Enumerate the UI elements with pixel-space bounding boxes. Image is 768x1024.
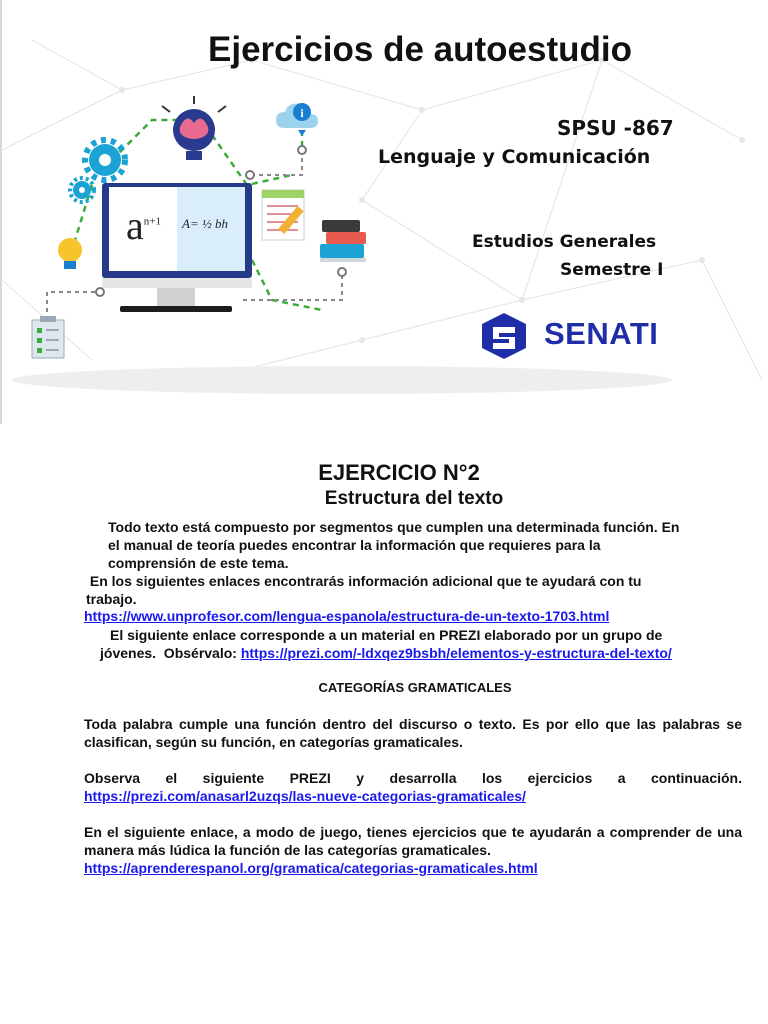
cover-page <box>0 0 768 424</box>
formula-power: $a^{n+1}$ <box>126 203 161 248</box>
exercise-subheading: Estructura del texto <box>324 488 504 509</box>
books-icon <box>320 220 366 262</box>
semester-label: Semestre I <box>560 260 664 280</box>
gear-icon <box>85 140 125 180</box>
section-title: CATEGORÍAS GRAMATICALES <box>318 680 512 695</box>
computer-monitor-icon <box>102 183 252 312</box>
paragraph-links-intro: En los siguientes enlaces encontrarás información adicional que te ayudará con tu trabajo. <box>86 573 642 607</box>
link-prezi-estructura[interactable]: https://prezi.com/-ldxqez9bsbh/elementos-y-estructura-del-texto/ <box>240 645 672 661</box>
document-title: Ejercicios de autoestudio <box>208 30 632 69</box>
paragraph-prezi: El siguiente enlace corresponde a un material en PREZI elaborado por un grupo de jóvenes. Obsérvalo: https://prezi.com/-ldxqez9bsbh/elementos-y-estructura-del-texto/ <box>100 627 672 661</box>
senati-logo-icon <box>482 313 526 359</box>
senati-brand: SENATI <box>544 316 659 351</box>
formula-area: A= ½ bh <box>182 216 228 231</box>
info-cloud-icon <box>276 103 318 136</box>
paragraph-juego: En el siguiente enlace, a modo de juego, tienes ejercicios que te ayudarán a comprender de una manera más lúdica la función de las categorías gramaticales. https://aprenderespanol.org/gramatica/categorias-gramaticales.html <box>84 824 742 876</box>
notepad-icon <box>262 190 304 240</box>
link-unprofesor[interactable]: https://www.unprofesor.com/lengua-espanola/estructura-de-un-texto-1703.html <box>84 608 610 624</box>
checklist-icon <box>32 316 64 358</box>
paragraph-categorias: Toda palabra cumple una función dentro del discurso o texto. Es por ello que las palabras se clasifican, según su función, en categorías gramaticales. <box>84 716 742 750</box>
paragraph-observa: Observa el siguiente PREZI y desarrolla los ejercicios a continuación. https://prezi.com/anasarl2uzqs/las-nueve-categorias-gramaticales/ <box>84 770 742 804</box>
brain-bulb-icon <box>162 96 226 160</box>
lightbulb-icon <box>58 238 82 269</box>
course-name: Lenguaje y Comunicación <box>378 146 651 168</box>
program-name: Estudios Generales <box>472 232 657 252</box>
paragraph-intro: Todo texto está compuesto por segmentos que cumplen una determinada función. En el manual de teoría puedes encontrar la información que requieres para la comprensión de este tema. <box>108 519 680 571</box>
gear-small-icon <box>70 178 94 202</box>
link-aprenderespanol[interactable]: https://aprenderespanol.org/gramatica/categorias-gramaticales.html <box>84 860 538 876</box>
exercise-heading: EJERCICIO N°2 <box>318 460 480 485</box>
course-code: SPSU -867 <box>557 116 674 140</box>
link-unprofesor-row <box>84 607 609 625</box>
link-prezi-categorias[interactable]: https://prezi.com/anasarl2uzqs/las-nueve-categorias-gramaticales/ <box>84 788 526 804</box>
svg-text:i: i <box>300 106 304 120</box>
